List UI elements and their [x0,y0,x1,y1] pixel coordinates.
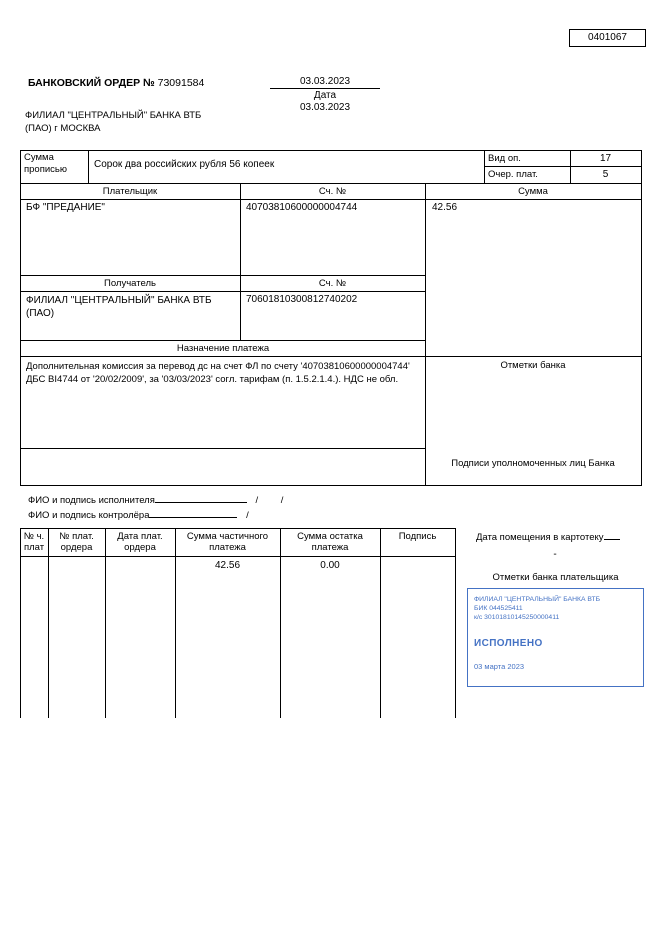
table-border [641,150,642,486]
table-border [20,528,21,718]
table-border [20,340,426,341]
table-border [20,275,426,276]
form-code-box [569,29,646,47]
table-border [425,183,426,485]
rest-amount-value: 0.00 [320,560,340,571]
amount-in-words: Сорок два российских рубля 56 копеек [94,159,275,170]
stamp-bik: БИК 044525411 [474,605,523,612]
kartoteka-row [476,531,620,544]
table-border [48,528,49,718]
table-border [240,183,241,340]
table-border [105,528,106,718]
table-border [88,150,89,183]
table-border [20,183,642,184]
partial-amount-value: 42.56 [214,560,241,571]
table-border [20,485,642,486]
stamp-status: ИСПОЛНЕНО [474,638,543,649]
date-value-2: 03.03.2023 [299,102,351,113]
table-border [20,556,456,557]
kartoteka-blank [604,531,620,540]
slash-separator: / [246,510,249,521]
payer-header: Плательщик [102,186,158,197]
sum-column-header: Сумма [518,186,548,197]
table-border [20,150,642,151]
col-header-signature: Подпись [398,531,437,542]
kartoteka-value: - [553,549,557,560]
op-kind-value: 17 [599,153,612,164]
table-border [280,528,281,718]
table-border [20,199,642,200]
table-border [175,528,176,718]
stamp-date: 03 марта 2023 [474,662,525,671]
kartoteka-label: Дата помещения в картотеку [476,532,604,543]
bank-execution-stamp [467,588,644,687]
table-border [20,448,426,449]
title-label: БАНКОВСКИЙ ОРДЕР № [28,77,155,89]
payer-name: БФ "ПРЕДАНИЕ" [26,202,105,213]
issuing-bank-name: ФИЛИАЛ "ЦЕНТРАЛЬНЫЙ" БАНКА ВТБ (ПАО) г МОСКВА [25,110,202,134]
col-header-rest-amount: Сумма остатка платежа [297,531,363,553]
op-kind-label: Вид оп. [488,153,521,164]
bank-signatures-label: Подписи уполномоченных лиц Банка [451,458,615,469]
payee-account-header: Сч. № [318,278,347,289]
controller-label: ФИО и подпись контролёра [28,510,150,521]
payer-account-header: Сч. № [318,186,347,197]
col-header-order-date: Дата плат. ордера [117,531,163,553]
slash-separator: / [255,495,259,506]
stamp-bank-name: ФИЛИАЛ "ЦЕНТРАЛЬНЫЙ" БАНКА ВТБ [474,596,601,603]
stamp-corr-account: к/с 30101810145250000411 [474,614,560,621]
purpose-text: Дополнительная комиссия за перевод дс на счет ФЛ по счету '40703810600000004744' ДБС ВI4744 от '20/02/2009', за '03/03/2023' согл. тарифам (п. 1.5.2.1.4.). НДС не обл. [26,361,410,385]
table-border [20,291,426,292]
payee-header: Получатель [104,278,156,289]
payment-amount: 42.56 [432,202,458,213]
form-code: 0401067 [588,32,627,43]
payer-account: 40703810600000004744 [246,202,358,213]
table-border [20,150,21,486]
date-value: 03.03.2023 [270,76,380,89]
col-header-part-number: № ч. плат [23,531,45,553]
payer-bank-marks-label: Отметки банка плательщика [492,572,619,583]
slash-separator: / [280,495,284,506]
document-title [28,77,204,89]
table-border [455,528,456,718]
table-border [20,356,642,357]
col-header-order-number: № плат. ордера [59,531,94,553]
date-block [270,76,380,113]
order-number: 73091584 [157,77,205,89]
bank-marks-label: Отметки банка [500,360,566,371]
table-border [380,528,381,718]
priority-value: 5 [602,169,609,180]
executor-signature-row [28,493,283,506]
priority-label: Очер. плат. [488,169,538,180]
signature-blank [155,493,247,503]
payee-name: ФИЛИАЛ "ЦЕНТРАЛЬНЫЙ" БАНКА ВТБ (ПАО) [26,295,212,319]
purpose-header: Назначение платежа [176,343,270,354]
table-border [20,528,456,529]
table-border [484,150,485,183]
controller-signature-row [28,508,249,521]
table-border [484,166,642,167]
payee-account: 70601810300812740202 [246,294,358,305]
signature-blank [149,508,237,518]
date-label: Дата [313,90,337,101]
executor-label: ФИО и подпись исполнителя [28,495,155,506]
amount-words-label: Сумма прописью [24,152,67,175]
col-header-partial-amount: Сумма частичного платежа [186,531,269,553]
